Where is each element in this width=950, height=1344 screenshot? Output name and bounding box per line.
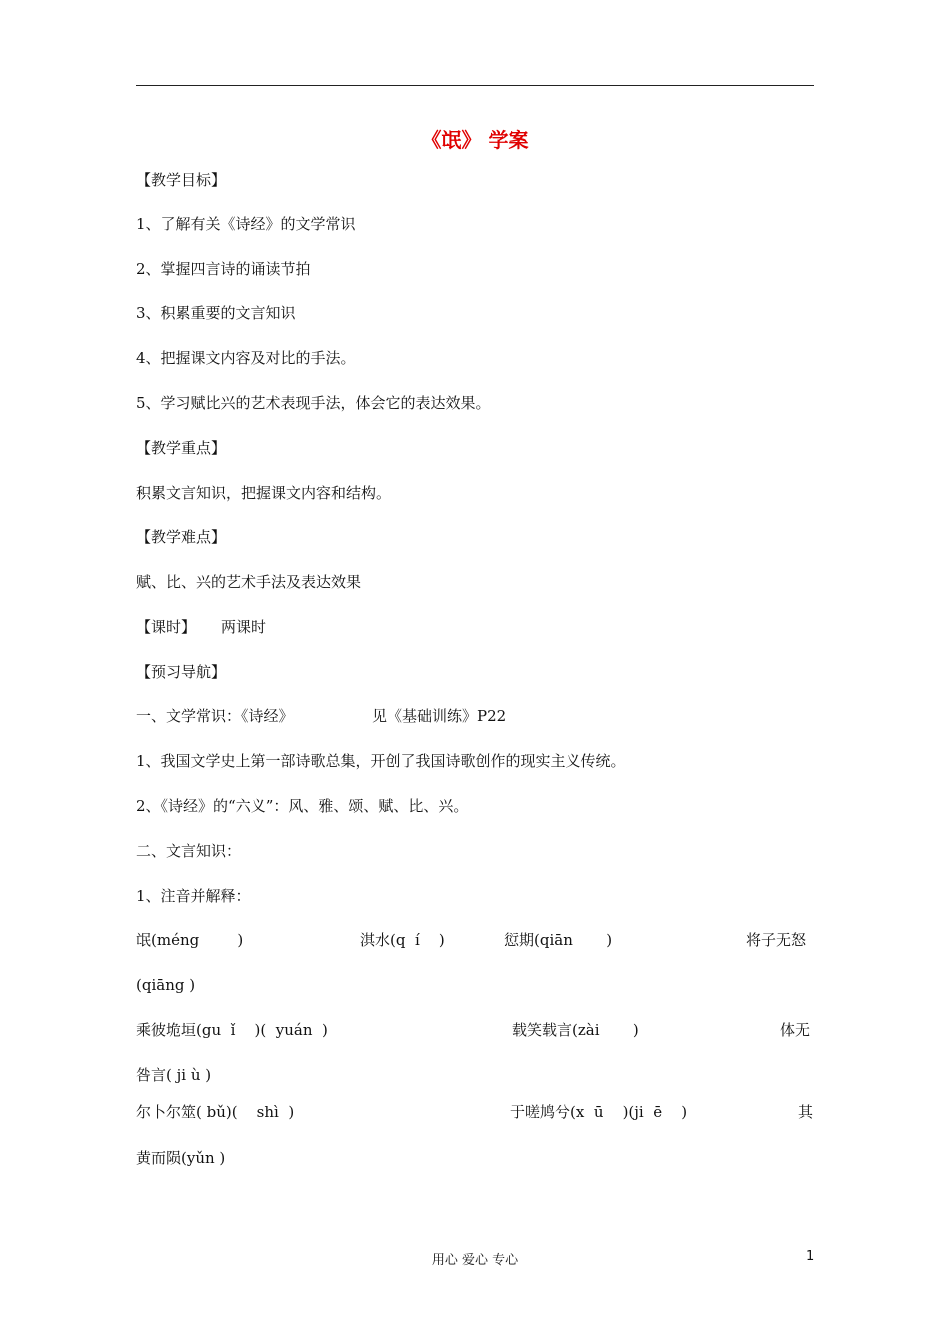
page-number: 1 — [806, 1249, 815, 1264]
literature-item: 1、我国文学史上第一部诗歌总集，开创了我国诗歌创作的现实主义传统。 — [136, 752, 626, 770]
phonetic-continuation: 黄而陨(yǔn ) — [136, 1149, 226, 1167]
phonetic-item: 将子无怒 — [746, 931, 807, 949]
phonetic-continuation: 咎言( ji ù ) — [136, 1066, 212, 1084]
phonetic-continuation: (qiāng ) — [136, 976, 196, 994]
objectives-heading: 【教学目标】 — [136, 171, 227, 189]
focus-heading: 【教学重点】 — [136, 439, 227, 457]
phonetic-row — [136, 928, 816, 952]
objective-item: 3、积累重要的文言知识 — [136, 304, 296, 322]
difficulty-text: 赋、比、兴的艺术手法及表达效果 — [136, 573, 362, 591]
phonetic-item: 淇水(q í ) — [360, 931, 445, 949]
objective-item: 4、把握课文内容及对比的手法。 — [136, 349, 356, 367]
phonetic-row — [136, 1018, 816, 1042]
objective-item: 2、掌握四言诗的诵读节拍 — [136, 260, 311, 278]
period-heading: 【课时】 — [136, 618, 197, 636]
phonetic-item: 愆期(qiān ) — [504, 931, 613, 949]
phonetic-item: 乘彼垝垣(gu ǐ )( yuán ) — [136, 1021, 328, 1039]
literature-item: 2、《诗经》的“六义”：风、雅、颂、赋、比、兴。 — [136, 797, 469, 815]
phonetic-heading: 1、注音并解释： — [136, 887, 251, 905]
difficulty-heading: 【教学难点】 — [136, 528, 227, 546]
phonetic-item: 载笑载言(zài ) — [512, 1021, 639, 1039]
phonetic-item: 尔卜尔筮( bǔ)( shì ) — [136, 1103, 295, 1121]
period-text: 两课时 — [221, 618, 267, 636]
footer-text: 用心 爱心 专心 — [431, 1253, 519, 1268]
phonetic-row — [136, 1100, 816, 1124]
classical-heading: 二、文言知识： — [136, 842, 242, 860]
preview-heading: 【预习导航】 — [136, 663, 227, 681]
objective-item: 5、学习赋比兴的艺术表现手法，体会它的表达效果。 — [136, 394, 491, 412]
page-title: 《氓》 学案 — [421, 128, 529, 152]
phonetic-item: 于嗟鸠兮(x ū )(ji ē ) — [510, 1103, 688, 1121]
phonetic-item: 体无 — [780, 1021, 811, 1039]
objective-item: 1、了解有关《诗经》的文学常识 — [136, 215, 356, 233]
literature-label: 一、文学常识：《诗经》 — [136, 707, 294, 725]
literature-row — [136, 704, 816, 728]
phonetic-item: 氓(méng ) — [136, 931, 244, 949]
literature-reference: 见《基础训练》P22 — [372, 707, 507, 725]
period-row — [136, 615, 816, 639]
header-rule — [136, 85, 814, 86]
phonetic-item: 其 — [798, 1103, 814, 1121]
focus-text: 积累文言知识，把握课文内容和结构。 — [136, 484, 392, 502]
